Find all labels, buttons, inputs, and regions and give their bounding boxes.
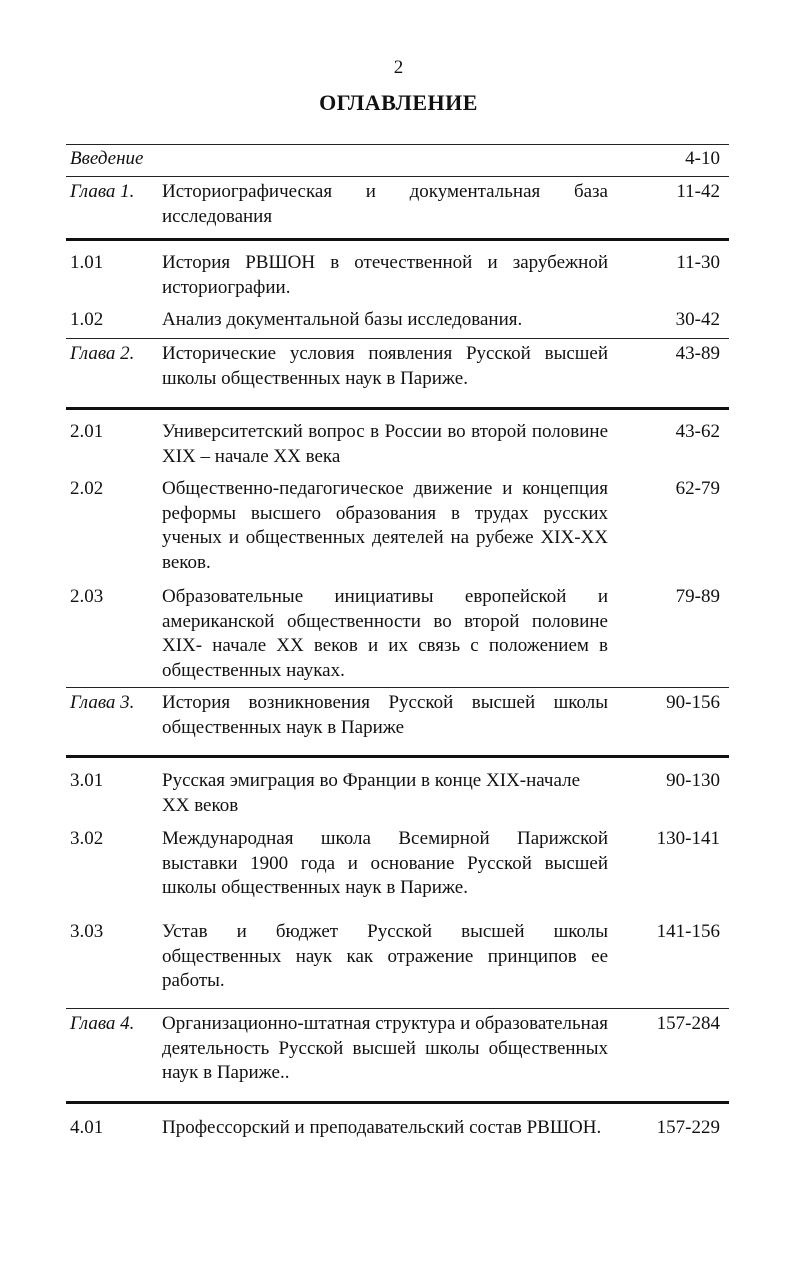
toc-row-number: 4.01 [70, 1117, 104, 1138]
toc-row-number: 3.01 [70, 770, 104, 791]
toc-row-pages: 90-156 [666, 692, 720, 713]
toc-row-pages: 79-89 [675, 586, 720, 607]
toc-row-pages: 11-30 [676, 252, 720, 273]
toc-row-title: Организационно-штатная структура и образовательная деятельность Русской высшей школы общественных наук в Париже.. [162, 1013, 608, 1083]
toc-rule [66, 1008, 729, 1009]
page-title: ОГЛАВЛЕНИЕ [319, 90, 478, 115]
toc-row-pages: 141-156 [656, 921, 720, 942]
toc-rule [66, 176, 729, 177]
toc-row-title: История возникновения Русской высшей школы общественных наук в Париже [162, 692, 608, 738]
toc-row-title: Анализ документальной базы исследования. [162, 309, 523, 330]
toc-chapter-rule [66, 755, 729, 758]
toc-row-pages: 130-141 [656, 828, 720, 849]
toc-row-title: Университетский вопрос в России во второй половине XIX – начале XX века [162, 421, 608, 467]
toc-row-number: Глава 1. [70, 181, 135, 202]
toc-row-title: Русская эмиграция во Франции в конце XIX-начале XX веков [162, 770, 580, 816]
toc-row-number: 3.02 [70, 828, 104, 849]
page-number: 2 [393, 57, 404, 78]
toc-row-title: Исторические условия появления Русской высшей школы общественных наук в Париже. [162, 343, 608, 389]
toc-top-rule [66, 144, 729, 145]
toc-row-number: 2.01 [70, 421, 104, 442]
toc-chapter-rule [66, 238, 729, 241]
toc-row-title: Международная школа Всемирной Парижской выставки 1900 года и основание Русской высшей школы общественных наук в Париже. [162, 828, 608, 898]
toc-row-number: 2.03 [70, 586, 104, 607]
toc-row-number: Глава 4. [70, 1013, 135, 1034]
toc-row-pages: 43-89 [675, 343, 720, 364]
toc-chapter-rule [66, 407, 729, 410]
toc-row-title: История РВШОН в отечественной и зарубежной историографии. [162, 252, 608, 298]
toc-row-number: Глава 2. [70, 343, 135, 364]
toc-row-title: Общественно-педагогическое движение и концепция реформы высшего образования в трудах русских ученых и общественных деятелей на рубеже XIX-XX веков. [162, 478, 608, 573]
toc-row-number: Глава 3. [70, 692, 135, 713]
toc-row-number: 2.02 [70, 478, 104, 499]
toc-row-number: 1.02 [70, 309, 104, 330]
toc-row-pages: 157-284 [656, 1013, 720, 1034]
toc-row-title: Образовательные инициативы европейской и американской общественности во второй половине XIX- начале XX веков и их связь с положением в общественных науках. [162, 586, 608, 681]
toc-row-pages: 90-130 [666, 770, 720, 791]
toc-rule [66, 687, 729, 688]
toc-row-number: Введение [70, 148, 144, 169]
toc-row-pages: 30-42 [675, 309, 720, 330]
toc-row-title: Профессорский и преподавательский состав РВШОН. [162, 1117, 602, 1138]
toc-row-title: Историографическая и документальная база исследования [162, 181, 608, 227]
toc-row-pages: 4-10 [685, 148, 720, 169]
toc-row-pages: 62-79 [675, 478, 720, 499]
toc-row-number: 3.03 [70, 921, 104, 942]
toc-row-title: Устав и бюджет Русской высшей школы общественных наук как отражение принципов ее работы. [162, 921, 608, 991]
toc-row-pages: 43-62 [675, 421, 720, 442]
toc-chapter-rule [66, 1101, 729, 1104]
toc-rule [66, 338, 729, 339]
toc-row-pages: 11-42 [676, 181, 720, 202]
toc-row-pages: 157-229 [656, 1117, 720, 1138]
toc-row-number: 1.01 [70, 252, 104, 273]
